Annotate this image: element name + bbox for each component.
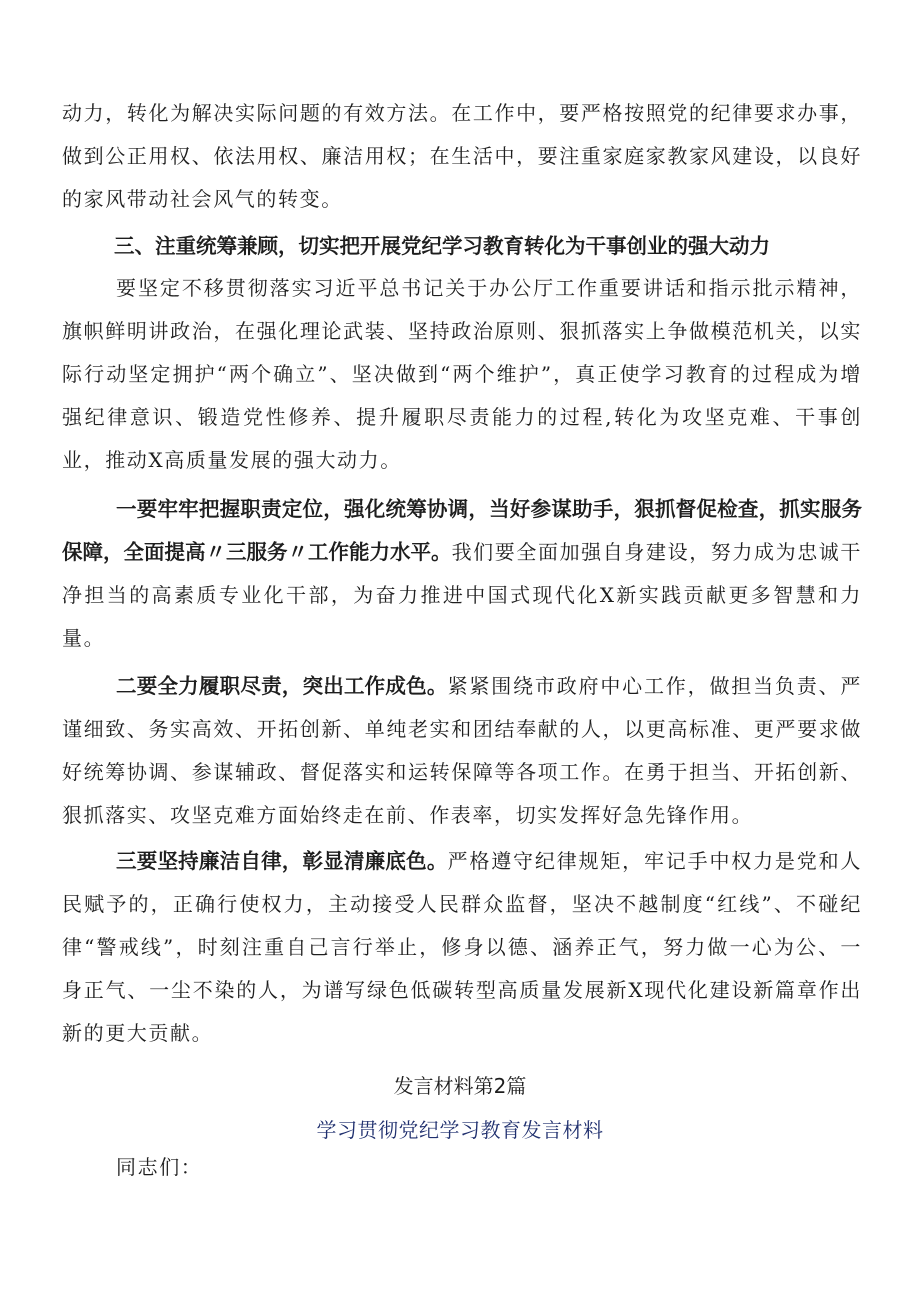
paragraph-point-1 (62, 488, 862, 660)
point-1-lead: 一要牢牢把握职责定位，强化统筹协调，当好参谋助手，狠抓督促检查，抓实服务保障，全面提高〃三服务〃工作能力水平。 (62, 497, 862, 564)
document-title: 学习贯彻党纪学习教育发言材料 (316, 1118, 604, 1142)
section-heading-3: 三、注重统筹兼顾，切实把开展党纪学习教育转化为干事创业的强大动力 (114, 234, 770, 258)
paragraph-section-3-intro: 要坚定不移贯彻落实习近平总书记关于办公厅工作重要讲话和指示批示精神，旗帜鲜明讲政治，在强化理论武装、坚持政治原则、狠抓落实上争做模范机关，以实际行动坚定拥护“两个确立”、坚决做到“两个维护”，真正使学习教育的过程成为增强纪律意识、锻造党性修养、提升履职尽责能力的过程,转化为攻坚克难、干事创业，推动X高质量发展的强大动力。 (62, 276, 862, 472)
paragraph-point-2 (62, 665, 862, 837)
point-3-lead: 三要坚持廉洁自律，彰显清廉底色。 (116, 849, 448, 873)
paragraph-continuation: 动力，转化为解决实际问题的有效方法。在工作中，要严格按照党的纪律要求办事，做到公正用权、依法用权、廉洁用权；在生活中，要注重家庭家教家风建设，以良好的家风带动社会风气的转变。 (62, 101, 862, 211)
point-1-body: 我们要全面加强自身建设，努力成为忠诚干净担当的高素质专业化干部，为奋力推进中国式现代化X新实践贡献更多智慧和力量。 (62, 540, 863, 650)
point-2-lead: 二要全力履职尽责，突出工作成色。 (116, 674, 448, 698)
salutation: 同志们： (116, 1155, 203, 1179)
point-3-body: 严格遵守纪律规矩，牢记手中权力是党和人民赋予的，正确行使权力，主动接受人民群众监督，坚决不越制度“红线”、不碰纪律“警戒线”，时刻注重自己言行举止，修身以德、涵养正气，努力做一心为公、一身正气、一尘不染的人，为谱写绿色低碳转型高质量发展新X现代化建设新篇章作出新的更大贡献。 (62, 849, 862, 1045)
point-2-body: 紧紧围绕市政府中心工作，做担当负责、严谨细致、务实高效、开拓创新、单纯老实和团结奉献的人，以更高标准、更严要求做好统筹协调、参谋辅政、督促落实和运转保障等各项工作。在勇于担当、开拓创新、狠抓落实、攻坚克难方面始终走在前、作表率，切实发挥好急先锋作用。 (62, 674, 862, 827)
paragraph-point-3 (62, 840, 862, 1055)
section-label: 发言材料第2篇 (393, 1074, 527, 1098)
